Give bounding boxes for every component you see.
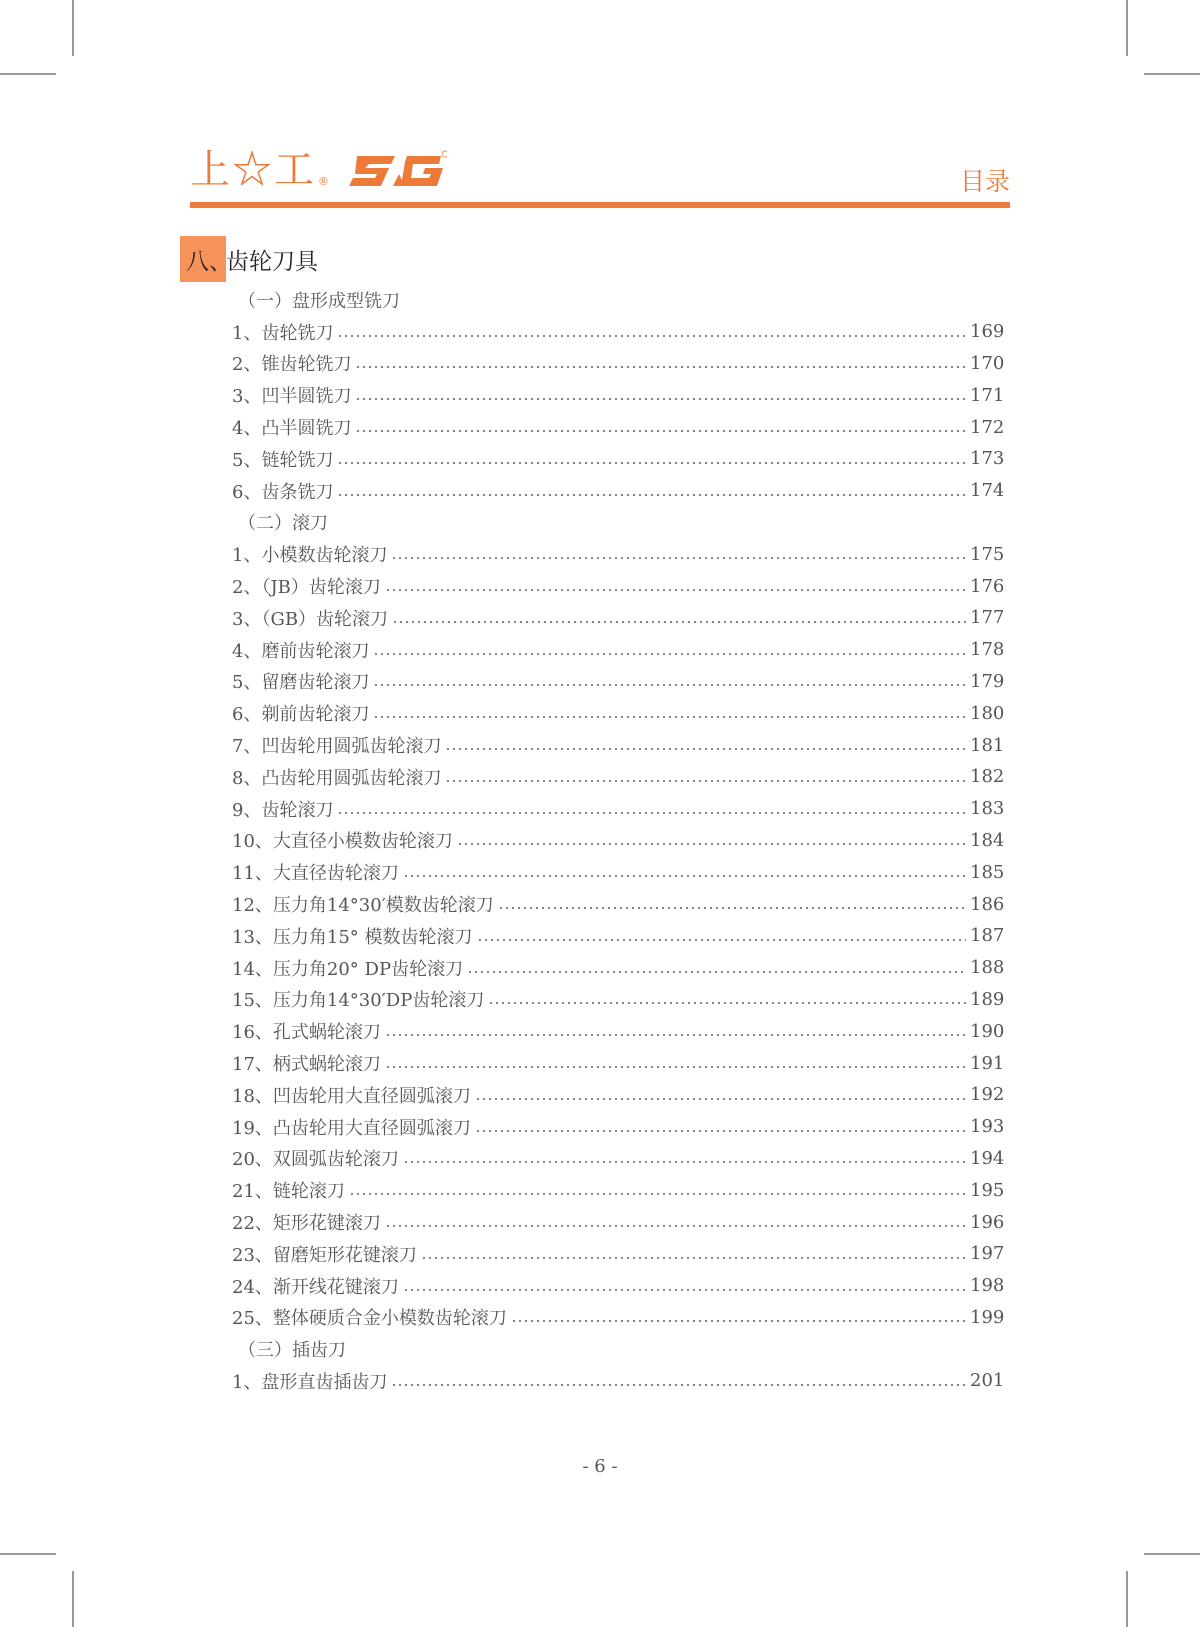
dot-leader xyxy=(337,482,966,500)
toc-entry[interactable] xyxy=(232,729,1005,761)
toc-entry[interactable] xyxy=(232,1143,1005,1175)
toc-entry[interactable] xyxy=(232,888,1005,920)
toc-page-number: 176 xyxy=(970,575,1005,597)
section-number-badge: 八、 xyxy=(180,236,226,282)
toc-page-number: 192 xyxy=(970,1084,1005,1106)
crop-mark xyxy=(1144,1553,1200,1555)
toc-subsection-heading xyxy=(232,507,1002,539)
dot-leader xyxy=(355,354,966,372)
toc-entry-label: 11、大直径齿轮滚刀 xyxy=(232,863,399,885)
crop-mark xyxy=(0,73,56,75)
toc-page-number: 184 xyxy=(970,829,1005,851)
toc-entry-label: 1、盘形直齿插齿刀 xyxy=(232,1371,388,1393)
dot-leader xyxy=(488,990,966,1008)
toc-page-number: 199 xyxy=(970,1306,1005,1328)
toc-subsection-heading xyxy=(232,1333,1002,1365)
toc-page-number: 201 xyxy=(970,1370,1005,1392)
toc-page-number: 186 xyxy=(970,893,1005,915)
toc-entry[interactable] xyxy=(232,793,1005,825)
toc-page-number: 191 xyxy=(970,1052,1005,1074)
dot-leader xyxy=(475,1086,966,1104)
dot-leader xyxy=(391,545,966,563)
dot-leader xyxy=(477,927,966,945)
toc-page-number: 189 xyxy=(970,988,1005,1010)
toc-entry[interactable] xyxy=(232,1238,1005,1270)
dot-leader xyxy=(385,577,966,595)
toc-entry[interactable] xyxy=(232,443,1005,475)
toc-entry-label: （三）插齿刀 xyxy=(238,1340,346,1362)
dot-leader xyxy=(349,1181,966,1199)
dot-leader xyxy=(355,386,966,404)
toc-entry-label: 18、凹齿轮用大直径圆弧滚刀 xyxy=(232,1085,471,1107)
page-header xyxy=(190,140,1010,210)
page-number: - 6 - xyxy=(582,1456,618,1477)
toc-entry[interactable] xyxy=(232,984,1005,1016)
crop-mark xyxy=(72,1571,74,1627)
toc-entry[interactable] xyxy=(232,666,1005,698)
toc-entry-label: 4、磨前齿轮滚刀 xyxy=(232,640,370,662)
dot-leader xyxy=(385,1054,966,1072)
toc-entry-label: 15、压力角14°30′DP齿轮滚刀 xyxy=(232,990,485,1012)
table-of-contents xyxy=(232,284,1005,1397)
toc-entry-label: 22、矩形花键滚刀 xyxy=(232,1213,381,1234)
logo-chinese-text: 上☆工 xyxy=(190,147,316,192)
toc-entry-label: 3、（GB）齿轮滚刀 xyxy=(232,608,389,630)
toc-entry[interactable] xyxy=(232,570,1005,602)
toc-entry[interactable] xyxy=(232,1047,1005,1079)
toc-page-number: 169 xyxy=(970,321,1005,343)
dot-leader xyxy=(498,895,966,913)
toc-entry[interactable] xyxy=(232,1365,1005,1397)
crop-mark xyxy=(1144,73,1200,75)
dot-leader xyxy=(445,768,966,786)
toc-entry[interactable] xyxy=(232,1015,1005,1047)
dot-leader xyxy=(392,609,966,627)
toc-entry[interactable] xyxy=(232,1206,1005,1238)
toc-entry-label: 13、压力角15° 模数齿轮滚刀 xyxy=(232,926,473,948)
crop-mark xyxy=(72,0,74,56)
dot-leader xyxy=(385,1213,966,1231)
toc-entry-label: 23、留磨矩形花键滚刀 xyxy=(232,1244,417,1266)
toc-entry[interactable] xyxy=(232,602,1005,634)
toc-page-number: 180 xyxy=(970,702,1005,724)
toc-entry[interactable] xyxy=(232,761,1005,793)
toc-entry-label: 7、凹齿轮用圆弧齿轮滚刀 xyxy=(232,736,442,758)
toc-entry-label: 16、孔式蜗轮滚刀 xyxy=(232,1022,381,1044)
dot-leader xyxy=(385,1022,966,1040)
dot-leader xyxy=(337,323,966,341)
toc-entry[interactable] xyxy=(232,1270,1005,1302)
toc-page-number: 172 xyxy=(970,416,1005,438)
toc-entry[interactable] xyxy=(232,411,1005,443)
toc-page-number: 170 xyxy=(970,352,1005,374)
dot-leader xyxy=(457,831,966,849)
toc-entry-label: 5、链轮铣刀 xyxy=(232,449,334,471)
toc-entry-label: 19、凸齿轮用大直径圆弧滚刀 xyxy=(232,1117,471,1139)
toc-page-number: 178 xyxy=(970,639,1005,661)
toc-entry-label: 3、凹半圆铣刀 xyxy=(232,386,352,408)
sg-logo-icon xyxy=(349,150,447,190)
toc-page-number: 195 xyxy=(970,1179,1005,1201)
toc-page-number: 197 xyxy=(970,1243,1005,1265)
toc-page-number: 177 xyxy=(970,607,1005,629)
toc-page-number: 187 xyxy=(970,925,1005,947)
dot-leader xyxy=(373,704,966,722)
toc-entry-label: 25、整体硬质合金小模数齿轮滚刀 xyxy=(232,1308,507,1330)
toc-page-number: 171 xyxy=(970,384,1005,406)
dot-leader xyxy=(403,1277,966,1295)
toc-entry[interactable] xyxy=(232,697,1005,729)
toc-entry-label: 6、齿条铣刀 xyxy=(232,481,334,503)
dot-leader xyxy=(403,863,966,881)
dot-leader xyxy=(373,641,966,659)
dot-leader xyxy=(475,1118,966,1136)
toc-entry[interactable] xyxy=(232,920,1005,952)
toc-entry-label: 2、（JB）齿轮滚刀 xyxy=(232,577,381,599)
toc-page-number: 179 xyxy=(970,670,1005,692)
toc-entry-label: 10、大直径小模数齿轮滚刀 xyxy=(232,831,453,853)
crop-mark xyxy=(1126,0,1128,56)
toc-page-number: 175 xyxy=(970,543,1005,565)
dot-leader xyxy=(337,800,966,818)
toc-entry-label: 1、小模数齿轮滚刀 xyxy=(232,545,388,567)
section-heading xyxy=(180,236,318,282)
toc-entry-label: 20、双圆弧齿轮滚刀 xyxy=(232,1149,399,1171)
toc-entry[interactable] xyxy=(232,475,1005,507)
dot-leader xyxy=(511,1308,966,1326)
toc-entry[interactable] xyxy=(232,1174,1005,1206)
toc-page-number: 194 xyxy=(970,1147,1005,1169)
toc-page-number: 181 xyxy=(970,734,1005,756)
toc-entry-label: 21、链轮滚刀 xyxy=(232,1181,345,1203)
toc-page-number: 198 xyxy=(970,1275,1005,1297)
toc-subsection-heading xyxy=(232,284,1002,316)
dot-leader xyxy=(403,1149,966,1167)
toc-entry-label: 12、压力角14°30′模数齿轮滚刀 xyxy=(232,895,494,917)
toc-entry[interactable] xyxy=(232,1079,1005,1111)
dot-leader xyxy=(445,736,966,754)
toc-entry[interactable] xyxy=(232,538,1005,570)
toc-entry-label: （二）滚刀 xyxy=(238,513,328,535)
dot-leader xyxy=(391,1372,966,1390)
brand-logo xyxy=(190,147,447,192)
toc-entry-label: 6、剃前齿轮滚刀 xyxy=(232,704,370,726)
registered-mark-icon: ® xyxy=(318,175,329,188)
toc-entry-label: 2、锥齿轮铣刀 xyxy=(232,354,352,376)
toc-entry-label: 5、留磨齿轮滚刀 xyxy=(232,672,370,694)
toc-entry[interactable] xyxy=(232,379,1005,411)
toc-entry[interactable] xyxy=(232,316,1005,348)
page-title: 目录 xyxy=(959,167,1010,196)
toc-entry-label: 8、凸齿轮用圆弧齿轮滚刀 xyxy=(232,767,442,789)
toc-entry-label: 4、凸半圆铣刀 xyxy=(232,418,352,440)
header-divider xyxy=(190,202,1010,208)
toc-entry-label: 17、柄式蜗轮滚刀 xyxy=(232,1054,381,1076)
dot-leader xyxy=(337,450,966,468)
toc-page-number: 185 xyxy=(970,861,1005,883)
toc-entry[interactable] xyxy=(232,1302,1005,1334)
dot-leader xyxy=(373,672,966,690)
toc-entry[interactable] xyxy=(232,856,1005,888)
toc-page-number: 193 xyxy=(970,1116,1005,1138)
dot-leader xyxy=(421,1245,966,1263)
crop-mark xyxy=(1126,1571,1128,1627)
dot-leader xyxy=(467,959,966,977)
toc-entry-label: 1、齿轮铣刀 xyxy=(232,322,334,344)
toc-entry[interactable] xyxy=(232,1111,1005,1143)
toc-entry[interactable] xyxy=(232,348,1005,380)
toc-entry-label: 14、压力角20° DP齿轮滚刀 xyxy=(232,958,464,980)
toc-page-number: 183 xyxy=(970,798,1005,820)
section-title: 齿轮刀具 xyxy=(226,248,318,275)
crop-mark xyxy=(0,1553,56,1555)
dot-leader xyxy=(355,418,966,436)
toc-entry[interactable] xyxy=(232,825,1005,857)
toc-page-number: 190 xyxy=(970,1020,1005,1042)
toc-entry-label: （一）盘形成型铣刀 xyxy=(238,290,400,312)
toc-entry[interactable] xyxy=(232,952,1005,984)
toc-page-number: 196 xyxy=(970,1211,1005,1233)
toc-page-number: 182 xyxy=(970,766,1005,788)
toc-entry-label: 9、齿轮滚刀 xyxy=(232,799,334,821)
toc-entry[interactable] xyxy=(232,634,1005,666)
toc-page-number: 174 xyxy=(970,480,1005,502)
toc-entry-label: 24、渐开线花键滚刀 xyxy=(232,1276,399,1298)
toc-page-number: 188 xyxy=(970,957,1005,979)
toc-page-number: 173 xyxy=(970,448,1005,470)
